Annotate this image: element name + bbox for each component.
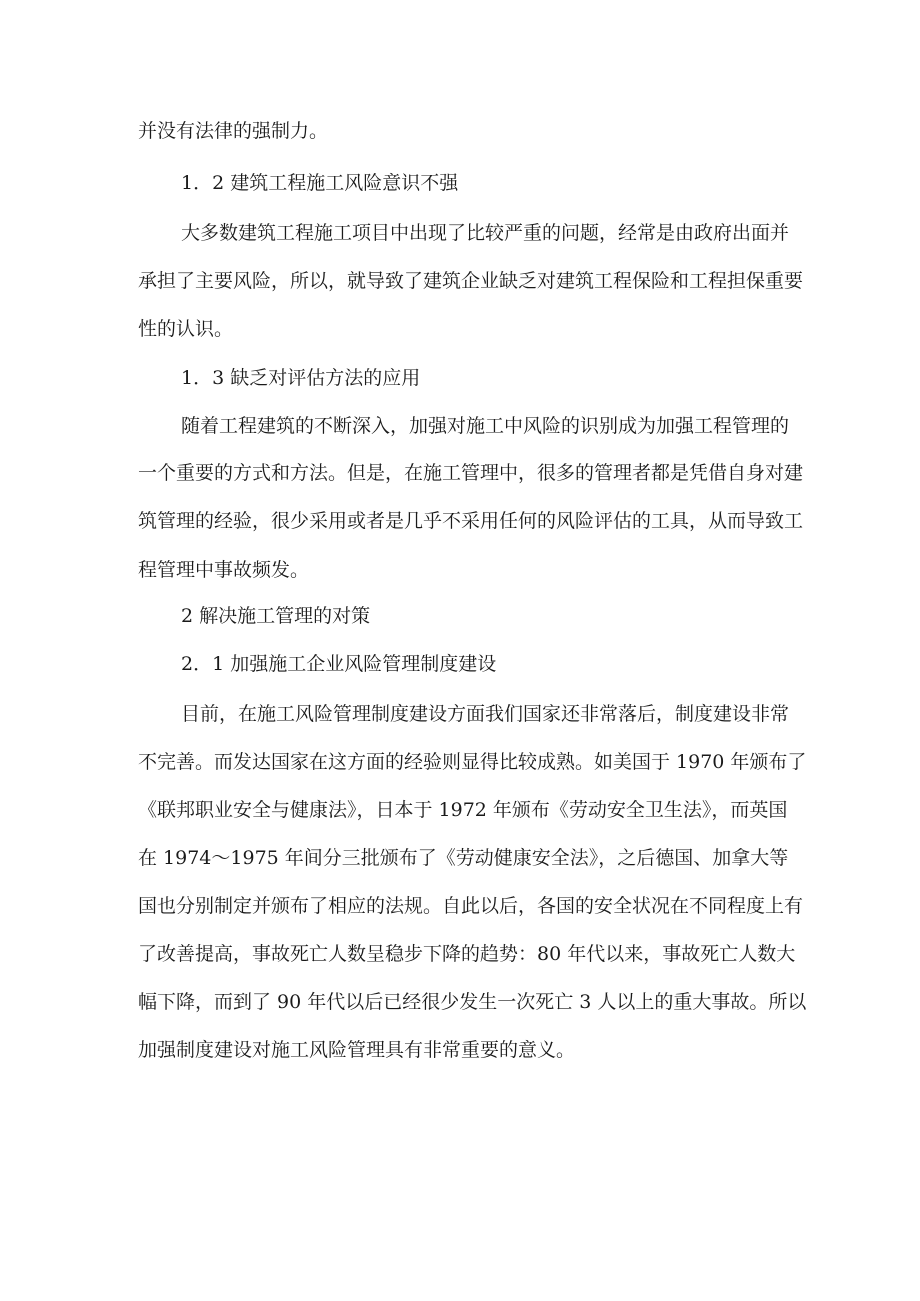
paragraph-line: 性的认识。: [138, 318, 234, 340]
paragraph-line: 国也分别制定并颁布了相应的法规。自此以后，各国的安全状况在不同程度上有: [138, 895, 804, 917]
paragraph-continuation: 并没有法律的强制力。: [138, 120, 329, 142]
paragraph-line: 大多数建筑工程施工项目中出现了比较严重的问题，经常是由政府出面并: [181, 222, 790, 244]
paragraph-line: 不完善。而发达国家在这方面的经验则显得比较成熟。如美国于 1970 年颁布了: [138, 751, 807, 773]
paragraph-line: 目前，在施工风险管理制度建设方面我们国家还非常落后，制度建设非常: [181, 703, 790, 725]
section-heading-2: 2 解决施工管理的对策: [181, 605, 371, 627]
paragraph-line: 《联邦职业安全与健康法》，日本于 1972 年颁布《劳动安全卫生法》，而英国: [138, 799, 788, 821]
paragraph-line: 随着工程建筑的不断深入，加强对施工中风险的识别成为加强工程管理的: [181, 415, 790, 437]
section-heading-1-2: 1．2 建筑工程施工风险意识不强: [181, 172, 459, 194]
paragraph-line: 筑管理的经验，很少采用或者是几乎不采用任何的风险评估的工具，从而导致工: [138, 510, 804, 532]
paragraph-line: 在 1974～1975 年间分三批颁布了《劳动健康安全法》，之后德国、加拿大等: [138, 847, 789, 869]
section-heading-2-1: 2．1 加强施工企业风险管理制度建设: [181, 653, 497, 675]
section-heading-1-3: 1．3 缺乏对评估方法的应用: [181, 367, 421, 389]
paragraph-line: 一个重要的方式和方法。但是，在施工管理中，很多的管理者都是凭借自身对建: [138, 462, 804, 484]
paragraph-line: 承担了主要风险，所以，就导致了建筑企业缺乏对建筑工程保险和工程担保重要: [138, 270, 804, 292]
paragraph-line: 了改善提高，事故死亡人数呈稳步下降的趋势：80 年代以来，事故死亡人数大: [138, 943, 796, 965]
paragraph-line: 程管理中事故频发。: [138, 559, 310, 581]
paragraph-line: 幅下降，而到了 90 年代以后已经很少发生一次死亡 3 人以上的重大事故。所以: [138, 991, 807, 1013]
paragraph-line: 加强制度建设对施工风险管理具有非常重要的意义。: [138, 1039, 576, 1061]
